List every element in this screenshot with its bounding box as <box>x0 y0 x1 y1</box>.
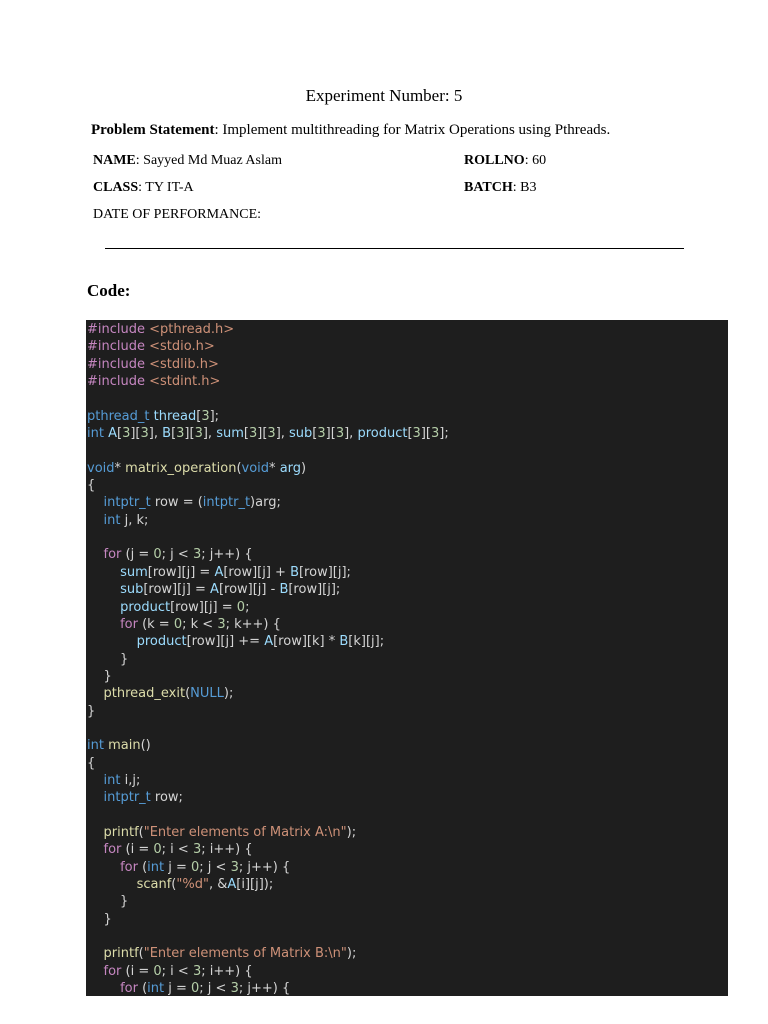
code-line <box>86 876 728 893</box>
code-token: A <box>210 582 219 598</box>
code-token: } <box>87 668 112 684</box>
code-token: ; i < <box>161 963 193 979</box>
code-line <box>86 668 728 685</box>
class-field <box>93 179 194 196</box>
code-token: ( <box>137 981 148 996</box>
code-token <box>87 565 120 580</box>
code-token: j = <box>164 981 192 996</box>
code-token: ; i < <box>161 842 193 858</box>
code-line <box>86 460 728 477</box>
batch-label: BATCH <box>464 180 513 195</box>
code-line <box>86 841 728 858</box>
code-line <box>86 755 728 772</box>
code-token: 3 <box>122 426 131 442</box>
rollno-label: ROLLNO <box>464 153 525 168</box>
code-token: ][ <box>420 426 431 442</box>
code-token: sum <box>216 426 244 442</box>
code-token: ; k++) { <box>225 616 281 632</box>
code-token <box>87 513 104 528</box>
code-token: int <box>87 426 104 442</box>
code-line <box>86 633 728 650</box>
code-token: [k][j]; <box>348 634 385 650</box>
problem-statement-label: Problem Statement <box>91 122 215 138</box>
code-token: NULL <box>190 686 224 702</box>
code-token: for <box>120 981 138 996</box>
code-token: B <box>290 564 299 580</box>
page-title: Experiment Number: 5 <box>305 86 463 105</box>
code-line <box>86 442 728 459</box>
batch-value: : B3 <box>512 180 537 195</box>
code-token: * <box>269 460 280 476</box>
code-token: [row][j]; <box>298 564 351 580</box>
code-token: ); <box>346 946 357 962</box>
code-token: int <box>147 981 165 996</box>
code-line <box>86 512 728 529</box>
code-line <box>86 373 728 390</box>
code-token: ][ <box>184 426 195 442</box>
code-token: [ <box>312 426 318 442</box>
code-token: B <box>162 426 172 442</box>
code-line <box>86 807 728 824</box>
code-token: (j = <box>121 547 154 563</box>
code-token: #include <box>87 374 150 390</box>
code-token: ]; <box>209 408 220 424</box>
code-token: void <box>241 460 270 476</box>
code-token: "%d" <box>176 877 209 892</box>
code-token: [ <box>117 426 123 442</box>
code-token: sub <box>289 426 313 442</box>
code-token: int <box>87 738 104 754</box>
code-token: 3 <box>412 426 421 442</box>
code-token: #include <box>87 339 150 355</box>
code-token: product <box>136 634 187 650</box>
code-token <box>87 842 104 857</box>
code-token: () <box>140 738 151 754</box>
code-line <box>86 529 728 546</box>
code-token: (i = <box>121 842 154 858</box>
code-token: row = ( <box>150 495 203 511</box>
code-line <box>86 859 728 876</box>
code-token: A <box>227 877 237 892</box>
code-token: intptr_t <box>202 495 251 511</box>
code-token: 3 <box>192 963 202 979</box>
code-token: for <box>120 616 138 632</box>
code-line <box>86 789 728 806</box>
code-token: for <box>103 842 122 858</box>
code-token: [row][j] = <box>170 599 237 615</box>
code-token: } <box>87 911 112 927</box>
code-token: 3 <box>335 426 345 442</box>
code-token <box>87 946 104 961</box>
code-token <box>87 634 137 649</box>
code-token: 3 <box>267 426 276 442</box>
code-token: <stdio.h> <box>149 339 215 355</box>
code-token: 0 <box>191 981 200 996</box>
code-line <box>86 651 728 668</box>
code-token <box>87 860 120 875</box>
code-line <box>86 928 728 945</box>
code-token: ; j++) { <box>201 547 253 563</box>
code-token: [row][j]; <box>288 582 341 598</box>
code-line <box>86 338 728 355</box>
code-token: ; j++) { <box>238 859 291 875</box>
code-token: thread <box>153 408 197 424</box>
code-token: ; j < <box>161 547 193 563</box>
code-line <box>86 685 728 702</box>
code-token: 3 <box>217 616 226 632</box>
code-token: } <box>87 703 96 719</box>
code-token: [row][j] += <box>186 634 265 650</box>
code-token: } <box>87 894 129 910</box>
code-line <box>86 980 728 996</box>
code-token: B <box>279 582 289 598</box>
code-token: product <box>357 426 408 442</box>
code-token: ( <box>236 460 242 476</box>
code-token: [row][j] = <box>147 564 215 580</box>
code-token: scanf <box>136 877 172 892</box>
code-token: (i = <box>121 963 154 979</box>
code-token: <stdint.h> <box>149 374 221 390</box>
code-line <box>86 616 728 633</box>
code-token <box>87 877 137 892</box>
code-token: ; i++) { <box>201 963 253 979</box>
code-line <box>86 390 728 407</box>
code-token <box>87 773 104 788</box>
code-token: [row][j] = <box>143 582 211 598</box>
code-token: (k = <box>137 616 174 632</box>
code-token: ( <box>138 946 144 962</box>
code-token: 3 <box>194 426 203 442</box>
code-line <box>86 546 728 563</box>
code-token: int <box>103 772 121 788</box>
code-token: ) <box>301 460 307 476</box>
code-token: [ <box>171 426 177 442</box>
code-token <box>87 547 104 562</box>
code-line <box>86 581 728 598</box>
code-line <box>86 494 728 511</box>
code-token: for <box>103 963 122 979</box>
code-token: 3 <box>248 426 258 442</box>
code-token: for <box>103 547 122 563</box>
code-token: <stdlib.h> <box>149 356 219 372</box>
code-token: [i][j]); <box>236 877 274 892</box>
code-line <box>86 425 728 442</box>
code-heading: Code: <box>87 281 131 300</box>
code-token: 3 <box>192 842 202 858</box>
code-token: product <box>120 599 171 615</box>
code-token: } <box>87 651 129 667</box>
code-line <box>86 564 728 581</box>
code-token: ], <box>344 426 358 442</box>
code-token: [ <box>243 426 249 442</box>
class-label: CLASS <box>93 180 139 195</box>
code-line <box>86 824 728 841</box>
code-token: main <box>108 738 141 754</box>
code-token <box>87 964 104 979</box>
problem-statement <box>91 121 610 139</box>
code-token: , & <box>208 877 228 892</box>
code-token: 0 <box>153 547 162 563</box>
code-token: ( <box>138 824 144 840</box>
rollno-value: : 60 <box>524 153 547 168</box>
code-token: 0 <box>191 859 200 875</box>
code-token: arg <box>279 460 302 476</box>
code-token: { <box>87 478 96 494</box>
code-line <box>86 703 728 720</box>
code-token: 3 <box>230 981 239 996</box>
code-token: A <box>214 564 224 580</box>
code-token <box>87 981 120 996</box>
code-line <box>86 737 728 754</box>
code-token: ], <box>202 426 217 442</box>
code-token: ( <box>137 859 148 875</box>
code-token: ][ <box>130 426 141 442</box>
code-token: 0 <box>236 599 246 615</box>
code-block <box>86 320 728 996</box>
code-token: * <box>114 460 126 476</box>
code-token: [ <box>196 408 202 424</box>
name-label: NAME <box>93 153 136 168</box>
code-token: ], <box>275 426 290 442</box>
code-token: )arg; <box>250 495 281 511</box>
problem-statement-text: : Implement multithreading for Matrix Operations using Pthreads. <box>214 122 611 138</box>
code-token: 0 <box>153 963 162 979</box>
code-token: [row][k] * <box>273 634 340 650</box>
code-token: intptr_t <box>103 495 151 511</box>
code-token: sub <box>120 582 144 598</box>
code-token: 3 <box>230 859 239 875</box>
code-token: ; j < <box>199 981 231 996</box>
code-token: j = <box>164 859 192 875</box>
code-line <box>86 356 728 373</box>
code-token: { <box>87 755 96 771</box>
code-token: "Enter elements of Matrix A:\n" <box>143 824 347 840</box>
code-token <box>87 582 120 597</box>
code-token: ; i++) { <box>201 842 253 858</box>
code-token <box>87 686 104 701</box>
code-token: #include <box>87 356 150 372</box>
name-value: : Sayyed Md Muaz Aslam <box>135 153 282 168</box>
code-token: "Enter elements of Matrix B:\n" <box>143 946 347 962</box>
code-token: ], <box>148 426 163 442</box>
code-token: ( <box>185 686 191 702</box>
batch-field <box>464 179 536 196</box>
code-token: ); <box>223 686 234 702</box>
code-token: ]; <box>439 426 449 442</box>
code-token: matrix_operation <box>125 460 237 476</box>
rollno-field <box>464 152 546 169</box>
code-line <box>86 599 728 616</box>
code-token: 3 <box>430 426 440 442</box>
code-token: 3 <box>176 426 185 442</box>
code-token: B <box>339 634 349 650</box>
code-token: 0 <box>153 842 162 858</box>
code-token: 3 <box>192 547 202 563</box>
code-token: i,j; <box>120 772 141 788</box>
code-token: printf <box>103 946 139 962</box>
code-token: sum <box>120 564 148 580</box>
code-token <box>87 617 120 632</box>
code-token: ); <box>346 824 357 840</box>
code-token: for <box>120 859 138 875</box>
code-token: ; j++) { <box>238 981 291 996</box>
code-token: int <box>103 512 121 528</box>
code-token <box>87 600 120 615</box>
code-token: ( <box>171 877 177 892</box>
code-token: 3 <box>201 408 210 424</box>
code-token: ][ <box>325 426 336 442</box>
code-token: row; <box>150 790 183 806</box>
code-line <box>86 720 728 737</box>
code-token: #include <box>87 322 150 337</box>
horizontal-divider <box>105 248 684 249</box>
code-token: void <box>87 460 115 476</box>
code-token: 3 <box>140 426 149 442</box>
code-line <box>86 893 728 910</box>
code-token: pthread_exit <box>103 686 186 702</box>
code-token: <pthread.h> <box>149 322 235 337</box>
code-token: ][ <box>257 426 268 442</box>
code-token: 3 <box>317 426 326 442</box>
code-token <box>87 495 104 510</box>
code-token: A <box>264 634 274 650</box>
code-line <box>86 477 728 494</box>
code-line <box>86 963 728 980</box>
code-token: A <box>108 426 117 442</box>
class-value: : TY IT-A <box>138 180 194 195</box>
code-token: ; k < <box>182 616 218 632</box>
code-token: [ <box>407 426 413 442</box>
code-token: ; <box>245 599 250 615</box>
code-token: ; j < <box>199 859 231 875</box>
code-line <box>86 945 728 962</box>
code-token: intptr_t <box>103 790 151 806</box>
name-field <box>93 152 282 169</box>
code-line <box>86 772 728 789</box>
code-token <box>87 790 104 805</box>
code-token: [row][j] + <box>223 564 291 580</box>
code-token: printf <box>103 824 139 840</box>
code-token: 0 <box>173 616 183 632</box>
code-token: int <box>147 859 165 875</box>
code-token <box>87 825 104 840</box>
code-line <box>86 911 728 928</box>
code-token: pthread_t <box>87 408 150 424</box>
code-token: [row][j] - <box>218 582 280 598</box>
code-token: j, k; <box>120 512 149 528</box>
date-of-performance: DATE OF PERFORMANCE: <box>93 207 262 222</box>
code-line <box>86 321 728 338</box>
code-line <box>86 408 728 425</box>
